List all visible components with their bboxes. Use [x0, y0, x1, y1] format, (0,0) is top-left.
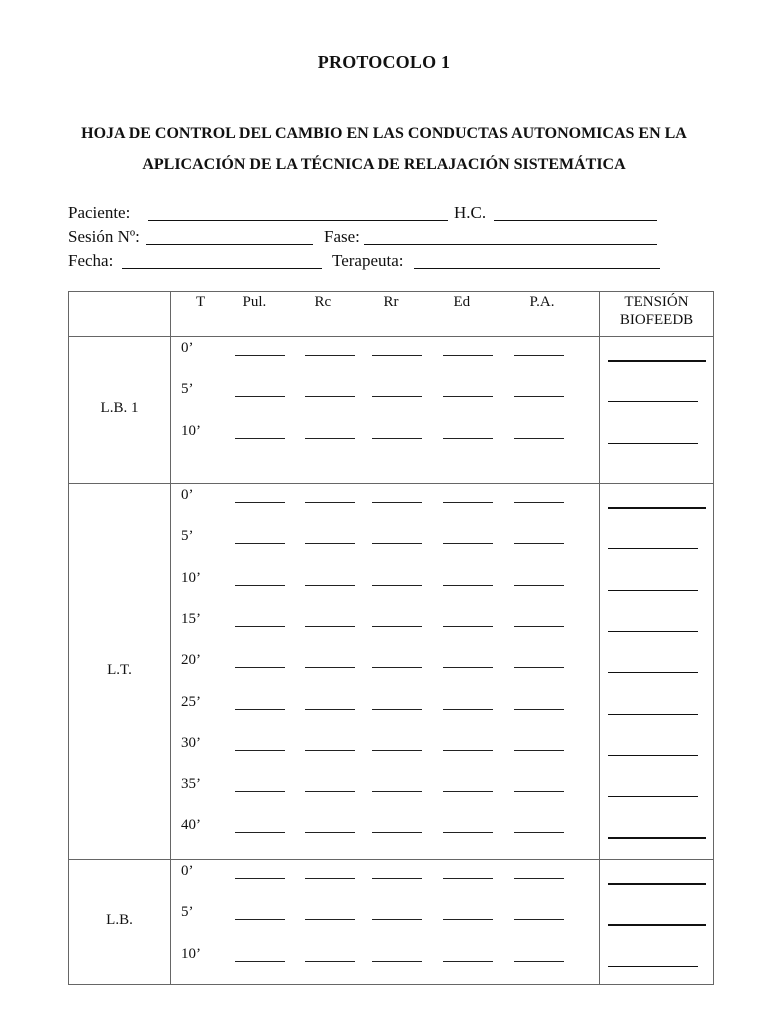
ed-entry-line[interactable]: [443, 438, 493, 439]
time-label: 25’: [181, 693, 201, 710]
biofeedback-entry-line[interactable]: [608, 672, 698, 673]
pul-entry-line[interactable]: [235, 396, 285, 397]
document-title: PROTOCOLO 1: [317, 52, 451, 72]
fase-field[interactable]: [364, 244, 657, 245]
rr-entry-line[interactable]: [372, 396, 422, 397]
phase-label-cell: [69, 337, 171, 484]
rc-entry-line[interactable]: [305, 791, 355, 792]
fase-label: Fase:: [324, 227, 360, 246]
pa-entry-line[interactable]: [514, 961, 564, 962]
phase-label: L.B. 1: [100, 400, 139, 416]
pa-entry-line[interactable]: [514, 396, 564, 397]
rc-entry-line[interactable]: [305, 878, 355, 879]
rc-entry-line[interactable]: [305, 355, 355, 356]
biofeedback-entry-line[interactable]: [608, 837, 706, 839]
rr-entry-line[interactable]: [372, 626, 422, 627]
time-label: 0’: [181, 863, 194, 879]
rc-entry-line[interactable]: [305, 438, 355, 439]
rc-entry-line[interactable]: [305, 667, 355, 668]
pul-entry-line[interactable]: [235, 791, 285, 792]
ed-entry-line[interactable]: [443, 667, 493, 668]
pul-entry-line[interactable]: [235, 709, 285, 710]
biofeedback-cell: [600, 860, 714, 985]
ed-entry-line[interactable]: [443, 355, 493, 356]
sesion-label: Sesión Nº:: [68, 227, 140, 246]
biofeedback-cell: [600, 337, 714, 484]
time-label: 5’: [181, 528, 194, 545]
pul-entry-line[interactable]: [235, 832, 285, 833]
pul-entry-line[interactable]: [235, 502, 285, 503]
biofeedback-entry-line[interactable]: [608, 755, 698, 756]
pa-entry-line[interactable]: [514, 543, 564, 544]
pa-entry-line[interactable]: [514, 832, 564, 833]
hc-label: H.C.: [454, 203, 487, 222]
ed-entry-line[interactable]: [443, 919, 493, 920]
biofeedback-entry-line[interactable]: [608, 883, 706, 885]
biofeedback-entry-line[interactable]: [608, 548, 698, 549]
rc-entry-line[interactable]: [305, 832, 355, 833]
rr-entry-line[interactable]: [372, 543, 422, 544]
time-cell: [171, 860, 227, 985]
biofeedback-entry-line[interactable]: [608, 966, 698, 967]
rc-entry-line[interactable]: [305, 961, 355, 962]
rr-entry-line[interactable]: [372, 355, 422, 356]
hc-field[interactable]: [494, 220, 657, 221]
rr-entry-line[interactable]: [372, 709, 422, 710]
document-heading: [50, 118, 718, 180]
biofeedback-entry-line[interactable]: [608, 796, 698, 797]
time-label: 10’: [181, 422, 201, 439]
table-header-row: [69, 292, 714, 337]
header-biofeedb: BIOFEEDB: [619, 312, 694, 328]
ed-entry-line[interactable]: [443, 878, 493, 879]
time-label: 35’: [181, 776, 201, 793]
rr-entry-line[interactable]: [372, 438, 422, 439]
fecha-field[interactable]: [122, 268, 322, 269]
biofeedback-entry-line[interactable]: [608, 590, 698, 591]
pul-entry-line[interactable]: [235, 667, 285, 668]
biofeedback-cell: [600, 484, 714, 860]
rc-entry-line[interactable]: [305, 919, 355, 920]
rc-entry-line[interactable]: [305, 709, 355, 710]
heading-line-1: HOJA DE CONTROL DEL CAMBIO EN LAS CONDUCTAS AUTONOMICAS EN LA: [81, 125, 687, 142]
pa-entry-line[interactable]: [514, 709, 564, 710]
pul-entry-line[interactable]: [235, 438, 285, 439]
rr-entry-line[interactable]: [372, 585, 422, 586]
rr-entry-line[interactable]: [372, 832, 422, 833]
pa-entry-line[interactable]: [514, 502, 564, 503]
header-ed: Ed: [453, 294, 471, 310]
phase-label: L.B.: [106, 912, 133, 928]
time-label: 0’: [181, 487, 194, 503]
time-label: 30’: [181, 734, 201, 751]
biofeedback-entry-line[interactable]: [608, 443, 698, 444]
phase-block: [69, 337, 714, 484]
pul-entry-line[interactable]: [235, 878, 285, 879]
biofeedback-entry-line[interactable]: [608, 631, 698, 632]
ed-entry-line[interactable]: [443, 961, 493, 962]
biofeedback-entry-line[interactable]: [608, 401, 698, 402]
phase-block: [69, 484, 714, 860]
time-cell: [171, 484, 227, 860]
ed-entry-line[interactable]: [443, 750, 493, 751]
biofeedback-entry-line[interactable]: [608, 714, 698, 715]
pul-entry-line[interactable]: [235, 626, 285, 627]
rc-entry-line[interactable]: [305, 750, 355, 751]
rr-entry-line[interactable]: [372, 667, 422, 668]
time-label: 40’: [181, 817, 201, 834]
time-label: 10’: [181, 945, 201, 962]
rc-entry-line[interactable]: [305, 585, 355, 586]
pa-entry-line[interactable]: [514, 355, 564, 356]
rc-entry-line[interactable]: [305, 626, 355, 627]
pa-entry-line[interactable]: [514, 438, 564, 439]
ed-entry-line[interactable]: [443, 396, 493, 397]
header-tension-cell: [600, 292, 714, 337]
pa-entry-line[interactable]: [514, 585, 564, 586]
rr-entry-line[interactable]: [372, 919, 422, 920]
pa-entry-line[interactable]: [514, 667, 564, 668]
header-t-cell: [171, 292, 227, 337]
phase-label: L.T.: [107, 661, 132, 678]
phase-block: [69, 860, 714, 985]
biofeedback-entry-line[interactable]: [608, 924, 706, 926]
pul-entry-line[interactable]: [235, 585, 285, 586]
header-measures-cell: [227, 292, 600, 337]
pa-entry-line[interactable]: [514, 750, 564, 751]
ed-entry-line[interactable]: [443, 543, 493, 544]
header-pul: Pul.: [242, 294, 267, 310]
terapeuta-label: Terapeuta:: [332, 251, 404, 270]
ed-entry-line[interactable]: [443, 626, 493, 627]
header-t: T: [196, 294, 206, 310]
time-label: 10’: [181, 569, 201, 586]
measures-cell: [227, 337, 600, 484]
pul-entry-line[interactable]: [235, 919, 285, 920]
fecha-label: Fecha:: [68, 251, 114, 270]
pul-entry-line[interactable]: [235, 355, 285, 356]
heading-line-2: APLICACIÓN DE LA TÉCNICA DE RELAJACIÓN SISTEMÁTICA: [142, 156, 626, 173]
pul-entry-line[interactable]: [235, 543, 285, 544]
sesion-field[interactable]: [146, 244, 313, 245]
phase-label-cell: [69, 484, 171, 860]
time-label: 0’: [181, 340, 194, 356]
rr-entry-line[interactable]: [372, 961, 422, 962]
biofeedback-entry-line[interactable]: [608, 360, 706, 362]
rr-entry-line[interactable]: [372, 791, 422, 792]
ed-entry-line[interactable]: [443, 791, 493, 792]
rr-entry-line[interactable]: [372, 750, 422, 751]
header-phase-cell: [69, 292, 171, 337]
paciente-field[interactable]: [148, 220, 448, 221]
time-label: 20’: [181, 652, 201, 669]
ed-entry-line[interactable]: [443, 709, 493, 710]
control-table: [68, 291, 714, 985]
biofeedback-entry-line[interactable]: [608, 507, 706, 509]
pa-entry-line[interactable]: [514, 919, 564, 920]
phase-label-cell: [69, 860, 171, 985]
time-label: 15’: [181, 610, 201, 627]
rc-entry-line[interactable]: [305, 396, 355, 397]
ed-entry-line[interactable]: [443, 585, 493, 586]
rc-entry-line[interactable]: [305, 543, 355, 544]
header-rr: Rr: [383, 294, 399, 310]
pa-entry-line[interactable]: [514, 791, 564, 792]
pa-entry-line[interactable]: [514, 878, 564, 879]
terapeuta-field[interactable]: [414, 268, 660, 269]
time-cell: [171, 337, 227, 484]
pa-entry-line[interactable]: [514, 626, 564, 627]
ed-entry-line[interactable]: [443, 832, 493, 833]
header-tension: TENSIÓN: [624, 294, 689, 310]
measures-cell: [227, 860, 600, 985]
pul-entry-line[interactable]: [235, 750, 285, 751]
rr-entry-line[interactable]: [372, 502, 422, 503]
paciente-label: Paciente:: [68, 203, 131, 222]
header-rc: Rc: [314, 294, 332, 310]
header-pa: P.A.: [529, 294, 555, 310]
pul-entry-line[interactable]: [235, 961, 285, 962]
time-label: 5’: [181, 904, 194, 921]
time-label: 5’: [181, 381, 194, 398]
measures-cell: [227, 484, 600, 860]
ed-entry-line[interactable]: [443, 502, 493, 503]
rr-entry-line[interactable]: [372, 878, 422, 879]
rc-entry-line[interactable]: [305, 502, 355, 503]
